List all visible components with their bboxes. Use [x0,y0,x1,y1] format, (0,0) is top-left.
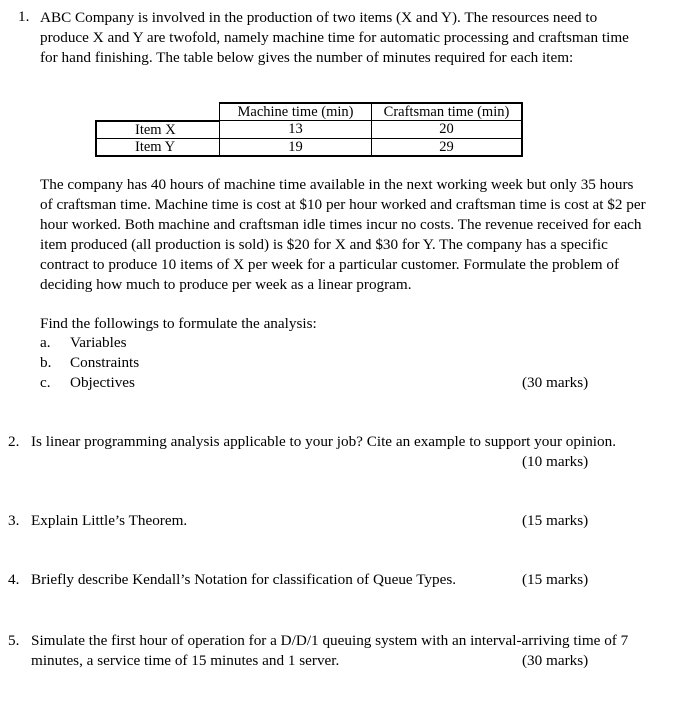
sub-item-letter: c. [40,374,51,391]
question-1-intro-line: produce X and Y are twofold, namely machine time for automatic processing and craftsman time [40,29,629,46]
table-row [96,138,522,156]
question-4-number: 4. [8,571,20,588]
table-cell: 20 [372,121,523,139]
find-instruction: Find the followings to formulate the analysis: [40,315,317,332]
table-cell: Item X [96,121,220,139]
table-cell: 29 [372,138,523,156]
question-1-number: 1. [18,8,30,25]
question-4-text: Briefly describe Kendall’s Notation for classification of Queue Types. [31,571,457,588]
question-1-body-line: of craftsman time. Machine time is cost at $10 per hour worked and craftsman time is cost at $2 per [40,196,646,213]
resource-table [95,102,523,157]
table-cell: 13 [220,121,372,139]
question-5-marks: (30 marks) [522,652,589,669]
question-4-marks: (15 marks) [522,571,589,588]
table-header-cell: Craftsman time (min) [372,103,523,121]
question-3-marks: (15 marks) [522,512,589,529]
question-5-text-line: minutes, a service time of 15 minutes and 1 server. [31,652,340,669]
question-1-intro-line: ABC Company is involved in the production of two items (X and Y). The resources need to [40,9,598,26]
table-header-cell [96,103,220,121]
question-2-text: Is linear programming analysis applicable to your job? Cite an example to support your opinion. [31,433,617,450]
sub-item-letter: b. [40,354,52,371]
question-1-body-line: hour worked. Both machine and craftsman idle times incur no costs. The revenue received for each [40,216,642,233]
question-5-number: 5. [8,632,20,649]
table-cell: 19 [220,138,372,156]
table-header-row [96,103,522,121]
sub-item-text: Constraints [70,354,140,371]
question-5-text-line: Simulate the first hour of operation for a D/D/1 queuing system with an interval-arriving time of 7 [31,632,629,649]
question-2-number: 2. [8,433,20,450]
question-1-body-line: deciding how much to produce per week as a linear program. [40,276,412,293]
question-1-marks: (30 marks) [522,374,589,391]
table-header-cell: Machine time (min) [220,103,372,121]
question-1-intro-line: for hand finishing. The table below gives the number of minutes required for each item: [40,49,574,66]
question-3-text: Explain Little’s Theorem. [31,512,188,529]
sub-item-letter: a. [40,334,51,351]
table-cell: Item Y [96,138,220,156]
question-1-body-line: item produced (all production is sold) is $20 for X and $30 for Y. The company has a specific [40,236,608,253]
question-2-marks: (10 marks) [522,453,589,470]
sub-item-text: Objectives [70,374,135,391]
sub-item-text: Variables [70,334,127,351]
table-row [96,121,522,139]
question-1-body-line: contract to produce 10 items of X per week for a particular customer. Formulate the problem of [40,256,620,273]
question-3-number: 3. [8,512,20,529]
question-1-body-line: The company has 40 hours of machine time available in the next working week but only 35 hours [40,176,634,193]
